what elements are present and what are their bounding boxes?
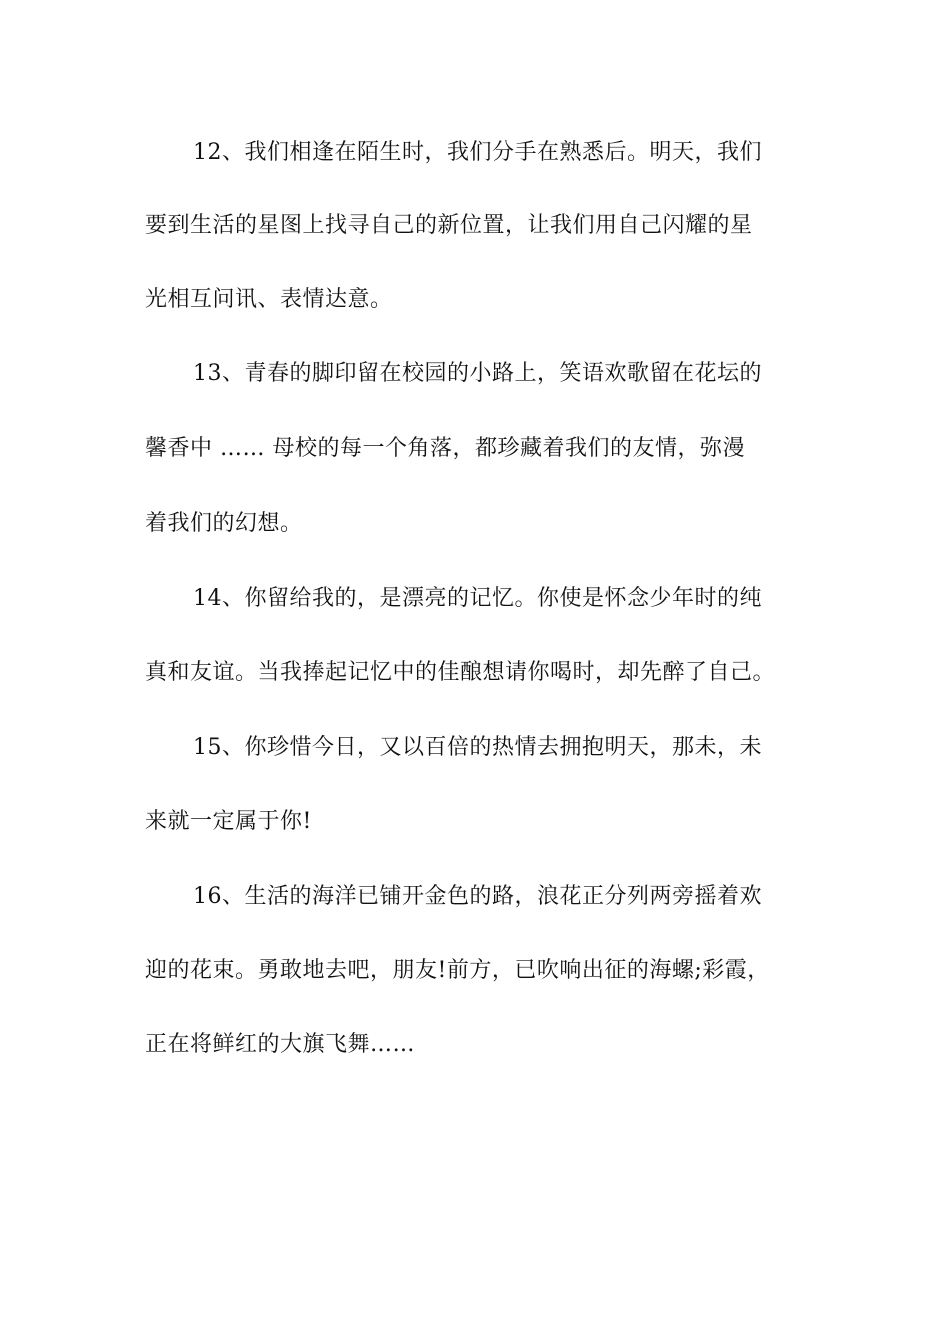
paragraph-12-line-1: 12、我们相逢在陌生时，我们分手在熟悉后。明天，我们 xyxy=(193,140,762,165)
paragraph-15-line-2: 来就一定属于你! xyxy=(145,809,312,834)
paragraph-15-line-1: 15、你珍惜今日，又以百倍的热情去拥抱明天，那未，未 xyxy=(193,735,762,760)
paragraph-14-line-2: 真和友谊。当我捧起记忆中的佳酿想请你喝时，却先醉了自己。 xyxy=(145,660,776,685)
paragraph-13-line-2: 馨香中 …… 母校的每一个角落，都珍藏着我们的友情，弥漫 xyxy=(145,436,745,461)
paragraph-14-line-1: 14、你留给我的，是漂亮的记忆。你使是怀念少年时的纯 xyxy=(193,586,762,611)
paragraph-12-line-3: 光相互问讯、表情达意。 xyxy=(145,287,393,312)
paragraph-16-line-3: 正在将鲜红的大旗飞舞…… xyxy=(145,1032,416,1057)
paragraph-12-line-2: 要到生活的星图上找寻自己的新位置，让我们用自己闪耀的星 xyxy=(145,213,753,238)
paragraph-16-line-2: 迎的花束。勇敢地去吧，朋友!前方，已吹响出征的海螺;彩霞， xyxy=(145,958,770,983)
paragraph-16-line-1: 16、生活的海洋已铺开金色的路，浪花正分列两旁摇着欢 xyxy=(193,884,762,909)
paragraph-13-line-1: 13、青春的脚印留在校园的小路上，笑语欢歌留在花坛的 xyxy=(193,361,762,386)
paragraph-13-line-3: 着我们的幻想。 xyxy=(145,511,303,536)
